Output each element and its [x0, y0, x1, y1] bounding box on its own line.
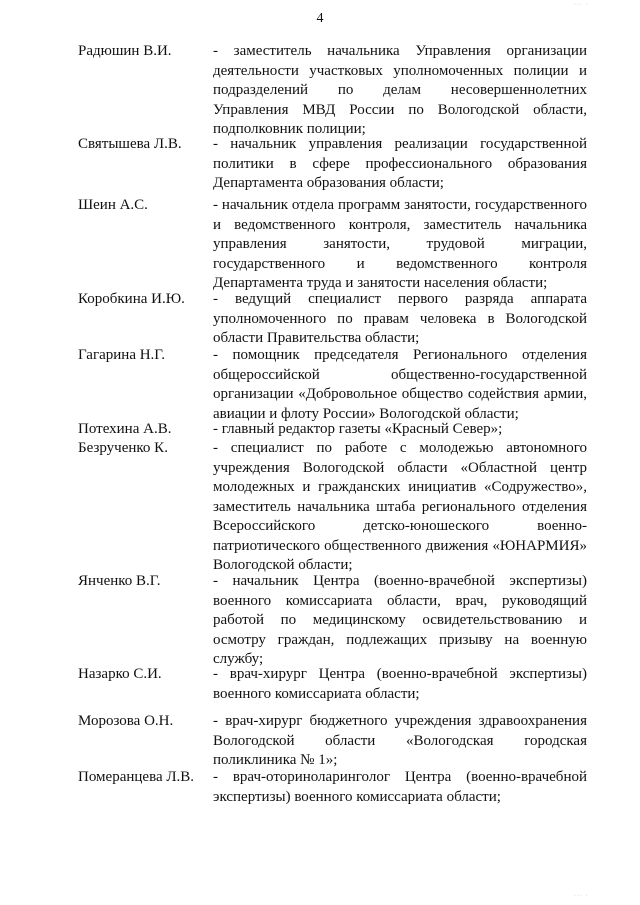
scan-mark-bottom: ··· ·	[574, 893, 589, 899]
member-name: Шеин А.С.	[78, 197, 148, 213]
member-role: - начальник управления реализации государственной политики в сфере профессионального образования Департамента образования области;	[213, 136, 587, 191]
member-name: Радюшин В.И.	[78, 43, 172, 59]
member-name: Потехина А.В.	[78, 421, 172, 437]
member-name: Безрученко К.	[78, 440, 168, 456]
member-name: Святышева Л.В.	[78, 136, 182, 152]
member-role: - специалист по работе с молодежью автономного учреждения Вологодской области «Областной центр молодежных и гражданских инициатив «Содружество», заместитель начальника штаба регионального отделения Всероссийского детско-юношеского военно-патриотического общественного движения «ЮНАРМИЯ» Вологодской области;	[213, 440, 587, 573]
member-name: Назарко С.И.	[78, 666, 162, 682]
member-role: - заместитель начальника Управления организации деятельности участковых уполномоченных полиции и подразделений по делам несовершеннолетних Управления МВД России по Вологодской области, подполковник полиции;	[213, 43, 587, 137]
member-role: - помощник председателя Регионального отделения общероссийской общественно-государственной организации «Добровольное общество содействия армии, авиации и флоту России» Вологодской области;	[213, 347, 587, 422]
member-name: Гагарина Н.Г.	[78, 347, 166, 363]
member-role: - начальник отдела программ занятости, государственного и ведомственного контроля, заместитель начальника управления занятости, трудовой миграции, государственного и ведомственного контроля Департамента труда и занятости населения области;	[213, 197, 587, 291]
member-role: - врач-хирург Центра (военно-врачебной экспертизы) военного комиссариата области;	[213, 666, 587, 702]
member-role: - главный редактор газеты «Красный Север»;	[213, 421, 503, 437]
member-role: - начальник Центра (военно-врачебной экспертизы) военного комиссариата области, врач, руководящий работой по медицинскому освидетельствованию и осмотру граждан, подлежащих призыву на военную службу;	[213, 573, 587, 667]
member-name: Померанцева Л.В.	[78, 769, 195, 785]
page-number: 4	[316, 11, 324, 26]
scan-mark-top: ··· ·	[574, 2, 589, 8]
member-name: Янченко В.Г.	[78, 573, 161, 589]
member-name: Коробкина И.Ю.	[78, 291, 185, 307]
member-role: - ведущий специалист первого разряда аппарата уполномоченного по правам человека в Вологодской области Правительства области;	[213, 291, 587, 346]
member-role: - врач-оториноларинголог Центра (военно-врачебной экспертизы) военного комиссариата области;	[213, 769, 587, 805]
member-name: Морозова О.Н.	[78, 713, 174, 729]
member-role: - врач-хирург бюджетного учреждения здравоохранения Вологодской области «Вологодская городская поликлиника № 1»;	[213, 713, 587, 768]
